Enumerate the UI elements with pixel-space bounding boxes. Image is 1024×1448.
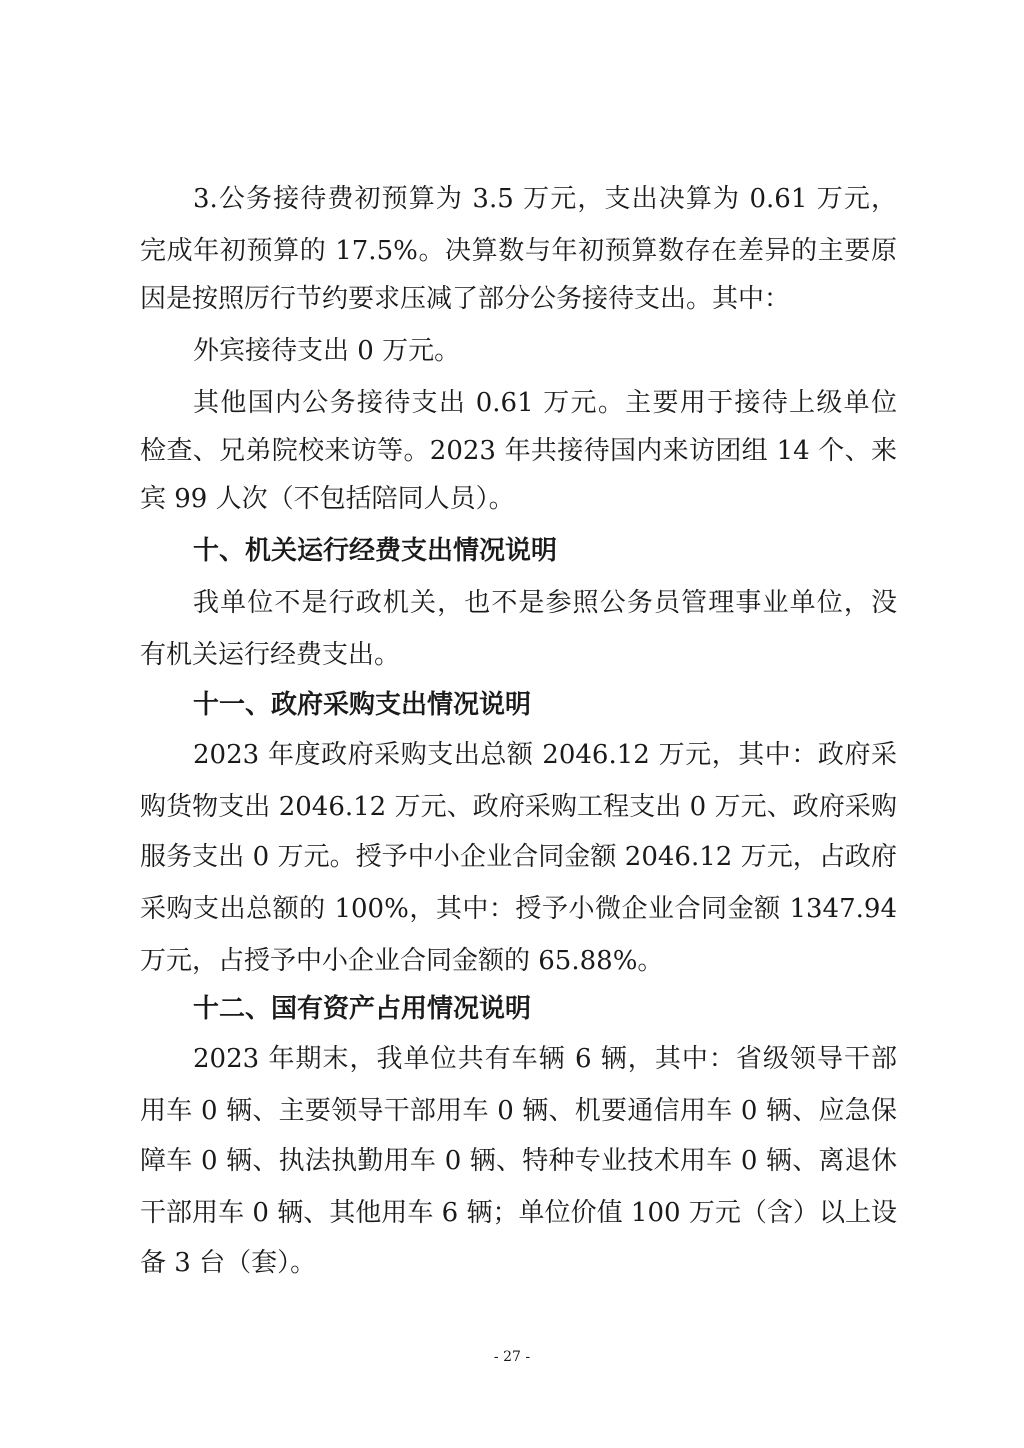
paragraph-line: 宾 99 人次（不包括陪同人员）。	[140, 484, 515, 514]
paragraph-line: 采购支出总额的 100%，其中：授予小微企业合同金额 1347.94	[140, 894, 897, 924]
section-heading: 十二、国有资产占用情况说明	[193, 994, 532, 1024]
paragraph-line: 2023 年度政府采购支出总额 2046.12 万元，其中：政府采	[193, 740, 897, 770]
paragraph-line: 万元，占授予中小企业合同金额的 65.88%。	[140, 946, 664, 976]
paragraph-line: 2023 年期末，我单位共有车辆 6 辆，其中：省级领导干部	[193, 1044, 897, 1074]
paragraph-line: 服务支出 0 万元。授予中小企业合同金额 2046.12 万元，占政府	[140, 842, 897, 872]
paragraph-line: 完成年初预算的 17.5%。决算数与年初预算数存在差异的主要原	[140, 236, 897, 266]
section-heading: 十一、政府采购支出情况说明	[193, 690, 532, 720]
paragraph-line: 其他国内公务接待支出 0.61 万元。主要用于接待上级单位	[193, 388, 897, 418]
paragraph-line: 干部用车 0 辆、其他用车 6 辆；单位价值 100 万元（含）以上设	[140, 1198, 897, 1228]
paragraph-line: 备 3 台（套）。	[140, 1248, 317, 1278]
section-heading: 十、机关运行经费支出情况说明	[193, 536, 558, 566]
paragraph-line: 用车 0 辆、主要领导干部用车 0 辆、机要通信用车 0 辆、应急保	[140, 1096, 897, 1126]
paragraph-line: 外宾接待支出 0 万元。	[193, 336, 461, 366]
paragraph-line: 有机关运行经费支出。	[140, 640, 401, 670]
paragraph-line: 购货物支出 2046.12 万元、政府采购工程支出 0 万元、政府采购	[140, 792, 897, 822]
paragraph-line: 因是按照厉行节约要求压减了部分公务接待支出。其中：	[140, 284, 791, 314]
paragraph-line: 3.公务接待费初预算为 3.5 万元，支出决算为 0.61 万元，	[193, 184, 897, 214]
page-number: - 27 -	[493, 1349, 531, 1365]
paragraph-line: 障车 0 辆、执法执勤用车 0 辆、特种专业技术用车 0 辆、离退休	[140, 1146, 897, 1176]
paragraph-line: 检查、兄弟院校来访等。2023 年共接待国内来访团组 14 个、来	[140, 436, 897, 466]
paragraph-line: 我单位不是行政机关，也不是参照公务员管理事业单位，没	[193, 588, 897, 618]
